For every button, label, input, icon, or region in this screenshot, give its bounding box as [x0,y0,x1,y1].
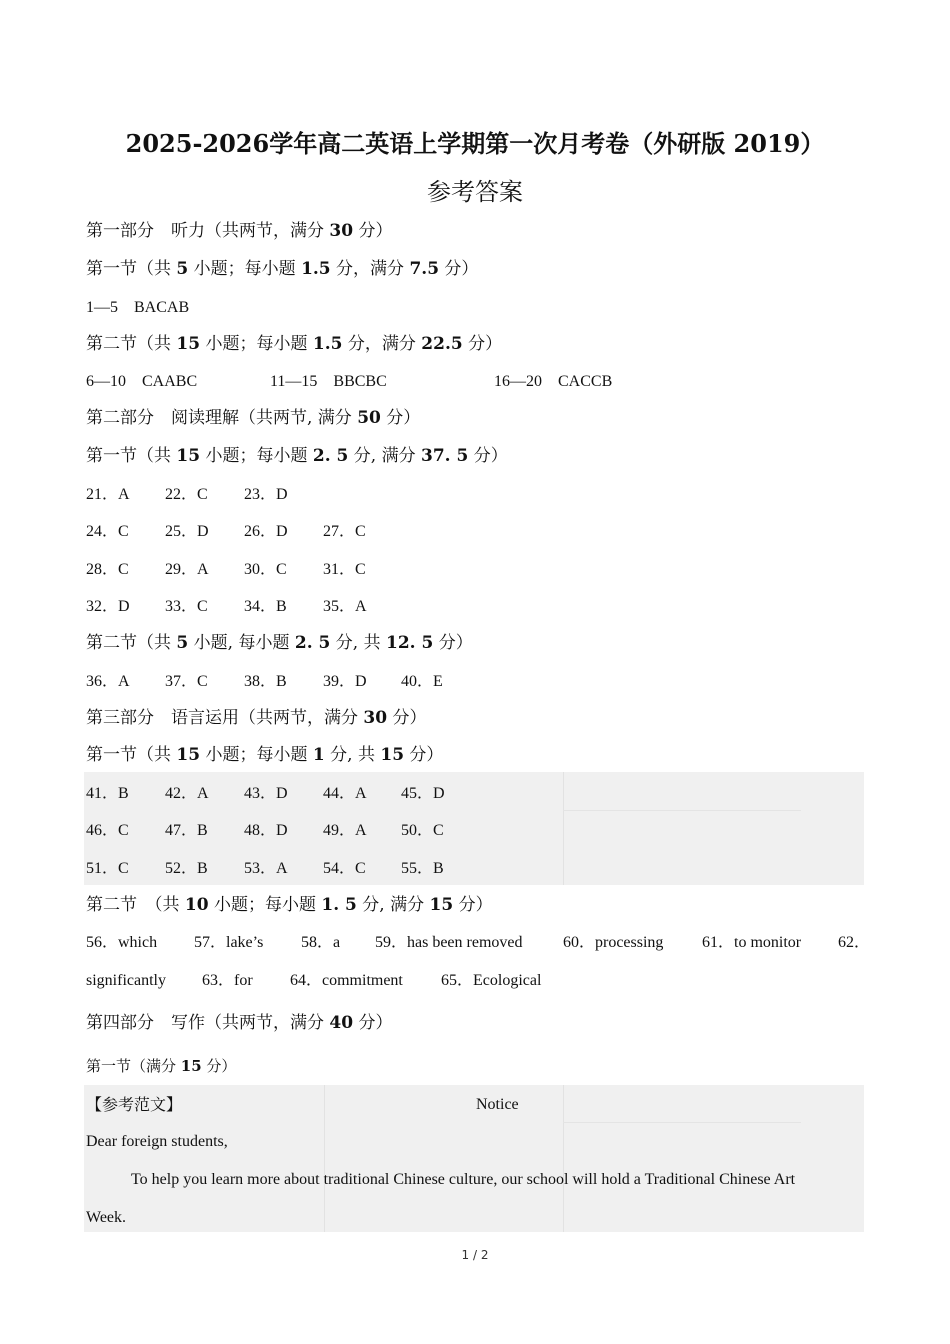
answer-item: 40．E [401,673,443,690]
part1-section2-answer-group: 11—15 BBCBC [270,373,387,390]
answer-item: 38．B [244,673,287,690]
answer-item: 50．C [401,822,444,839]
sample-essay-box [84,1085,864,1232]
answer-item: 31．C [323,561,366,578]
part1-section2-heading: 第二节（共 15 小题；每小题 1.5 分，满分 22.5 分） [86,334,503,354]
answer-item: 59．has been removed [375,934,523,951]
answer-item: 56．which [86,934,158,951]
answer-item: 34．B [244,598,287,615]
answer-item: 32．D [86,598,130,615]
essay-body-line: To help you learn more about traditional Chinese culture, our school will hold a Traditional Chinese Art [131,1171,796,1188]
answer-item: 48．D [244,822,288,839]
table-divider [563,772,564,885]
answer-item: 25．D [165,523,209,540]
answer-item: 43．D [244,785,288,802]
answer-item: 53．A [244,860,288,877]
answer-item: 51．C [86,860,129,877]
answer-item: 55．B [401,860,444,877]
part1-section1-heading: 第一节（共 5 小题；每小题 1.5 分，满分 7.5 分） [86,259,479,279]
answer-item: 23．D [244,486,288,503]
table-divider [563,1122,801,1123]
table-divider [563,810,801,811]
answer-item: 58．a [301,934,341,951]
answer-item: 27．C [323,523,366,540]
notice-title: Notice [476,1096,519,1113]
part2-section1-heading: 第一节（共 15 小题；每小题 2. 5 分, 满分 37. 5 分） [86,446,508,466]
answer-item: 39．D [323,673,367,690]
part1-section2-answer-group: 6—10 CAABC [86,373,198,390]
table-divider [324,1085,325,1232]
answer-item: 33．C [165,598,208,615]
answer-item: 22．C [165,486,208,503]
table-divider [563,1085,564,1232]
answer-item: 28．C [86,561,129,578]
essay-greeting: Dear foreign students, [86,1133,228,1150]
answer-item: 35．A [323,598,367,615]
answer-item: 47．B [165,822,208,839]
answer-item: 26．D [244,523,288,540]
answer-item: 64．commitment [290,972,403,989]
answer-item: 65．Ecological [441,972,542,989]
page-subtitle: 参考答案 [427,178,523,206]
part1-section1-answers: 1—5 BACAB [86,299,190,316]
part2-heading: 第二部分 阅读理解（共两节, 满分 50 分） [86,408,421,428]
answer-item: 41．B [86,785,129,802]
answer-item: 61．to monitor [702,934,802,951]
answer-item: 21．A [86,486,130,503]
part3-section1-heading: 第一节（共 15 小题；每小题 1 分, 共 15 分） [86,745,444,765]
page-number: 1 / 2 [461,1248,489,1262]
answer-item: 54．C [323,860,366,877]
answer-item: 44．A [323,785,367,802]
answer-item: 42．A [165,785,209,802]
part4-section1-heading: 第一节（满分 15 分） [86,1057,237,1075]
page-title: 2025-2026学年高二英语上学期第一次月考卷（外研版 2019） [125,129,825,158]
answer-item: 37．C [165,673,208,690]
answer-item: 62． [838,934,871,951]
answer-item: 52．B [165,860,208,877]
answer-item: 45．D [401,785,445,802]
answer-item: 46．C [86,822,129,839]
answer-item: 29．A [165,561,209,578]
answer-item: significantly [86,972,166,989]
part1-section2-answer-group: 16—20 CACCB [494,373,613,390]
answer-item: 60．processing [563,934,664,951]
part1-heading: 第一部分 听力（共两节，满分 30 分） [86,221,393,241]
part2-section2-heading: 第二节（共 5 小题, 每小题 2. 5 分, 共 12. 5 分） [86,633,473,653]
answer-item: 24．C [86,523,129,540]
essay-body-line: Week. [86,1209,127,1226]
part3-section2-heading: 第二节 （共 10 小题；每小题 1. 5 分, 满分 15 分） [86,895,493,915]
answer-item: 57．lake’s [194,934,264,951]
part3-heading: 第三部分 语言运用（共两节，满分 30 分） [86,708,427,728]
part4-heading: 第四部分 写作（共两节，满分 40 分） [86,1013,393,1033]
answer-item: 49．A [323,822,367,839]
answer-item: 30．C [244,561,287,578]
sample-essay-label: 【参考范文】 [86,1095,183,1114]
answer-item: 36．A [86,673,130,690]
answer-item: 63．for [202,972,253,989]
